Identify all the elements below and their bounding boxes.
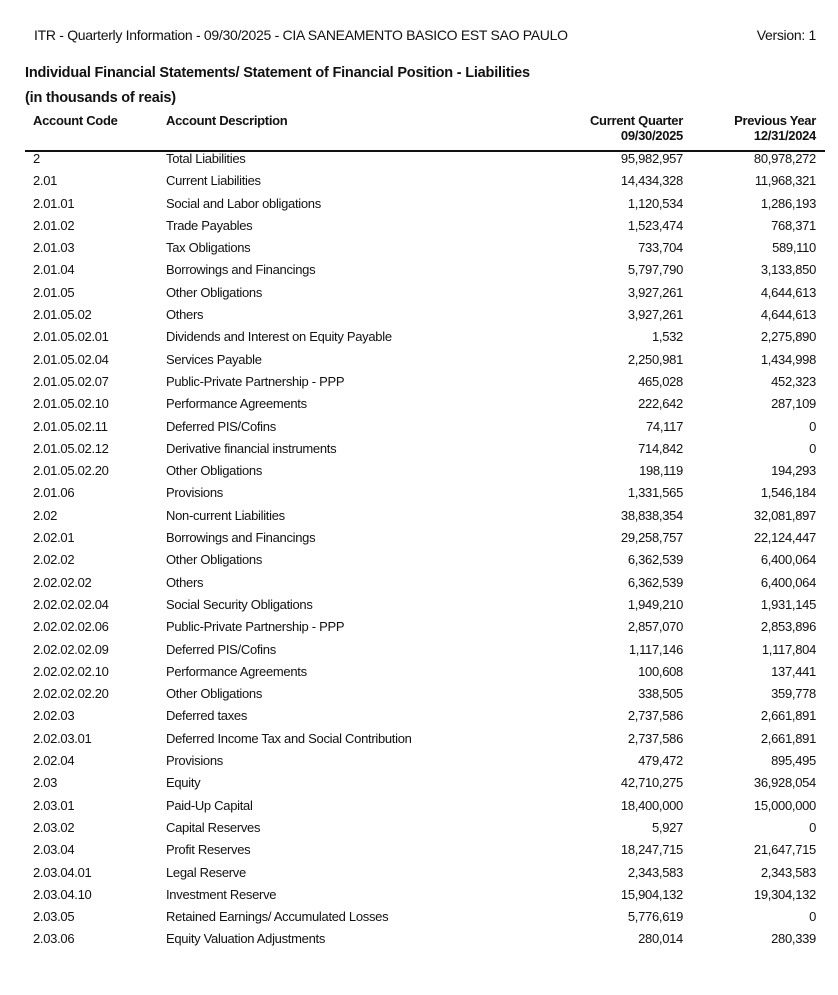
previous-year-value: 2,661,891 [760,730,816,746]
account-description: Non-current Liabilities [166,507,285,523]
account-code: 2.02.02.02.20 [33,686,109,702]
current-quarter-value: 714,842 [638,440,683,456]
table-row [0,395,838,417]
account-description: Equity Valuation Adjustments [166,931,326,947]
table-row [0,930,838,952]
account-description: Other Obligations [166,686,263,702]
account-code: 2.02.04 [33,753,75,769]
current-quarter-value: 3,927,261 [627,284,683,300]
previous-year-value: 194,293 [771,463,816,479]
current-quarter-value: 38,838,354 [620,507,683,523]
account-description: Retained Earnings/ Accumulated Losses [166,909,389,925]
document-title: ITR - Quarterly Information - 09/30/2025 - CIA SANEAMENTO BASICO EST SAO PAULO [34,27,568,43]
account-description: Profit Reserves [166,842,251,858]
account-description: Others [166,307,204,323]
account-code: 2.02.03.01 [33,730,92,746]
current-quarter-value: 280,014 [638,931,683,947]
account-description: Performance Agreements [166,396,307,412]
current-quarter-value: 1,331,565 [627,485,683,501]
current-quarter-value: 100,608 [638,663,683,679]
version-label: Version: 1 [756,27,816,43]
current-quarter-value: 198,119 [639,463,683,479]
previous-year-value: 895,495 [771,753,816,769]
account-code: 2.01.05 [33,284,75,300]
current-quarter-value: 222,642 [638,396,683,412]
account-code: 2.01.05.02.07 [33,373,109,389]
table-row [0,284,838,306]
header-previous-line1: Previous Year [734,113,816,128]
previous-year-value: 6,400,064 [760,574,816,590]
account-description: Derivative financial instruments [166,440,337,456]
table-row [0,462,838,484]
account-description: Deferred PIS/Cofins [166,641,276,657]
account-description: Services Payable [166,351,262,367]
previous-year-value: 0 [809,418,816,434]
previous-year-value: 2,853,896 [760,619,816,635]
previous-year-value: 22,124,447 [753,530,816,546]
account-code: 2.01.06 [33,485,75,501]
table-row [0,484,838,506]
current-quarter-value: 18,247,715 [620,842,683,858]
current-quarter-value: 1,120,534 [627,195,683,211]
previous-year-value: 1,434,998 [760,351,816,367]
current-quarter-value: 6,362,539 [627,552,683,568]
account-code: 2.01.05.02.11 [33,418,108,434]
previous-year-value: 1,286,193 [760,195,816,211]
account-code: 2.03.04 [33,842,75,858]
table-row [0,351,838,373]
previous-year-value: 0 [809,819,816,835]
account-code: 2.01.01 [33,195,75,211]
account-code: 2.02.02.02.10 [33,663,109,679]
account-code: 2.03.04.10 [33,886,92,902]
account-description: Social Security Obligations [166,596,313,612]
previous-year-value: 1,931,145 [760,596,816,612]
account-description: Provisions [166,485,223,501]
table-row [0,418,838,440]
table-row [0,261,838,283]
current-quarter-value: 1,523,474 [627,217,683,233]
previous-year-value: 32,081,897 [753,507,816,523]
table-row [0,864,838,886]
previous-year-value: 280,339 [771,931,816,947]
account-code: 2.01.05.02 [33,307,92,323]
current-quarter-value: 2,857,070 [627,619,683,635]
current-quarter-value: 5,797,790 [627,262,683,278]
table-row [0,797,838,819]
current-quarter-value: 1,532 [651,329,683,345]
previous-year-value: 0 [809,909,816,925]
table-row [0,707,838,729]
header-previous-year [734,113,816,143]
table-row [0,373,838,395]
account-description: Borrowings and Financings [166,262,316,278]
account-code: 2.03.05 [33,909,75,925]
units-subheading: (in thousands of reais) [25,90,176,106]
current-quarter-value: 1,117,146 [628,641,683,657]
account-description: Investment Reserve [166,886,277,902]
account-description: Tax Obligations [166,240,251,256]
previous-year-value: 36,928,054 [753,775,816,791]
table-row [0,574,838,596]
account-description: Others [166,574,204,590]
current-quarter-value: 733,704 [638,240,683,256]
table-row [0,685,838,707]
account-description: Public-Private Partnership - PPP [166,619,345,635]
account-code: 2 [33,151,40,166]
table-body [0,150,838,953]
account-code: 2.02.02 [33,552,75,568]
current-quarter-value: 465,028 [638,373,683,389]
statement-heading: Individual Financial Statements/ Statement of Financial Position - Liabilities [25,65,530,81]
current-quarter-value: 3,927,261 [627,307,683,323]
account-code: 2.01.05.02.20 [33,463,109,479]
current-quarter-value: 338,505 [638,686,683,702]
account-description: Other Obligations [166,463,263,479]
account-code: 2.01.04 [33,262,75,278]
previous-year-value: 137,441 [771,663,816,679]
previous-year-value: 2,343,583 [760,864,816,880]
account-description: Legal Reserve [166,864,246,880]
current-quarter-value: 2,250,981 [627,351,683,367]
account-description: Dividends and Interest on Equity Payable [166,329,392,345]
account-description: Public-Private Partnership - PPP [166,373,345,389]
account-code: 2.01.05.02.04 [33,351,109,367]
current-quarter-value: 2,737,586 [627,730,683,746]
account-code: 2.01.03 [33,240,75,256]
table-row [0,239,838,261]
previous-year-value: 589,110 [772,240,816,256]
table-row [0,819,838,841]
previous-year-value: 11,968,321 [754,173,816,189]
previous-year-value: 15,000,000 [753,797,816,813]
account-code: 2.02.02.02.04 [33,596,109,612]
table-row [0,217,838,239]
previous-year-value: 2,661,891 [760,708,816,724]
table-row [0,841,838,863]
account-code: 2.03.06 [33,931,75,947]
previous-year-value: 19,304,132 [753,886,816,902]
table-row [0,507,838,529]
header-current-quarter [590,113,683,143]
account-code: 2.02 [33,507,58,523]
account-description: Trade Payables [166,217,253,233]
table-row [0,195,838,217]
account-description: Deferred Income Tax and Social Contribution [166,730,412,746]
account-description: Current Liabilities [166,173,261,189]
previous-year-value: 287,109 [771,396,816,412]
current-quarter-value: 1,949,210 [627,596,683,612]
account-description: Performance Agreements [166,663,307,679]
account-description: Paid-Up Capital [166,797,253,813]
account-code: 2.02.02.02.06 [33,619,109,635]
current-quarter-value: 18,400,000 [620,797,683,813]
previous-year-value: 4,644,613 [760,307,816,323]
current-quarter-value: 5,776,619 [627,909,683,925]
table-row [0,551,838,573]
account-description: Deferred taxes [166,708,248,724]
account-code: 2.03 [33,775,58,791]
table-row [0,886,838,908]
previous-year-value: 6,400,064 [760,552,816,568]
table-row [0,730,838,752]
current-quarter-value: 15,904,132 [620,886,683,902]
previous-year-value: 2,275,890 [760,329,816,345]
previous-year-value: 3,133,850 [760,262,816,278]
previous-year-value: 1,117,804 [761,641,816,657]
previous-year-value: 1,546,184 [760,485,816,501]
previous-year-value: 4,644,613 [760,284,816,300]
account-code: 2.02.03 [33,708,75,724]
current-quarter-value: 2,737,586 [627,708,683,724]
account-description: Social and Labor obligations [166,195,321,211]
current-quarter-value: 5,927 [651,819,683,835]
table-row [0,440,838,462]
table-row [0,752,838,774]
current-quarter-value: 479,472 [638,753,683,769]
account-code: 2.03.02 [33,819,75,835]
previous-year-value: 452,323 [771,373,816,389]
table-row [0,596,838,618]
current-quarter-value: 29,258,757 [620,530,683,546]
current-quarter-value: 6,362,539 [627,574,683,590]
header-current-line1: Current Quarter [589,113,683,128]
previous-year-value: 21,647,715 [753,842,816,858]
table-row [0,172,838,194]
account-code: 2.01.05.02.12 [33,440,109,456]
header-previous-line2: 12/31/2024 [753,128,816,143]
current-quarter-value: 74,117 [646,418,683,434]
table-row [0,774,838,796]
header-account-description: Account Description [166,113,288,128]
account-code: 2.03.04.01 [33,864,92,880]
previous-year-value: 80,978,272 [753,151,816,166]
table-row [0,306,838,328]
table-row [0,618,838,640]
header-account-code: Account Code [33,113,118,128]
account-description: Total Liabilities [166,151,246,166]
account-description: Other Obligations [166,552,263,568]
account-description: Equity [166,775,201,791]
account-code: 2.01 [33,173,58,189]
account-code: 2.03.01 [33,797,75,813]
current-quarter-value: 14,434,328 [620,173,683,189]
current-quarter-value: 2,343,583 [627,864,683,880]
previous-year-value: 0 [809,440,816,456]
account-code: 2.02.02.02.09 [33,641,109,657]
current-quarter-value: 42,710,275 [620,775,683,791]
account-description: Provisions [166,753,223,769]
account-code: 2.02.01 [33,530,75,546]
table-row [0,663,838,685]
previous-year-value: 768,371 [771,217,816,233]
account-code: 2.02.02.02 [33,574,92,590]
table-row [0,150,838,172]
table-row [0,328,838,350]
current-quarter-value: 95,982,957 [620,151,683,166]
table-row [0,908,838,930]
account-description: Borrowings and Financings [166,530,316,546]
table-row [0,641,838,663]
account-code: 2.01.02 [33,217,75,233]
account-description: Other Obligations [166,284,263,300]
account-description: Deferred PIS/Cofins [166,418,276,434]
table-row [0,529,838,551]
account-code: 2.01.05.02.10 [33,396,109,412]
account-description: Capital Reserves [166,819,261,835]
header-current-line2: 09/30/2025 [620,128,683,143]
previous-year-value: 359,778 [771,686,816,702]
account-code: 2.01.05.02.01 [33,329,109,345]
